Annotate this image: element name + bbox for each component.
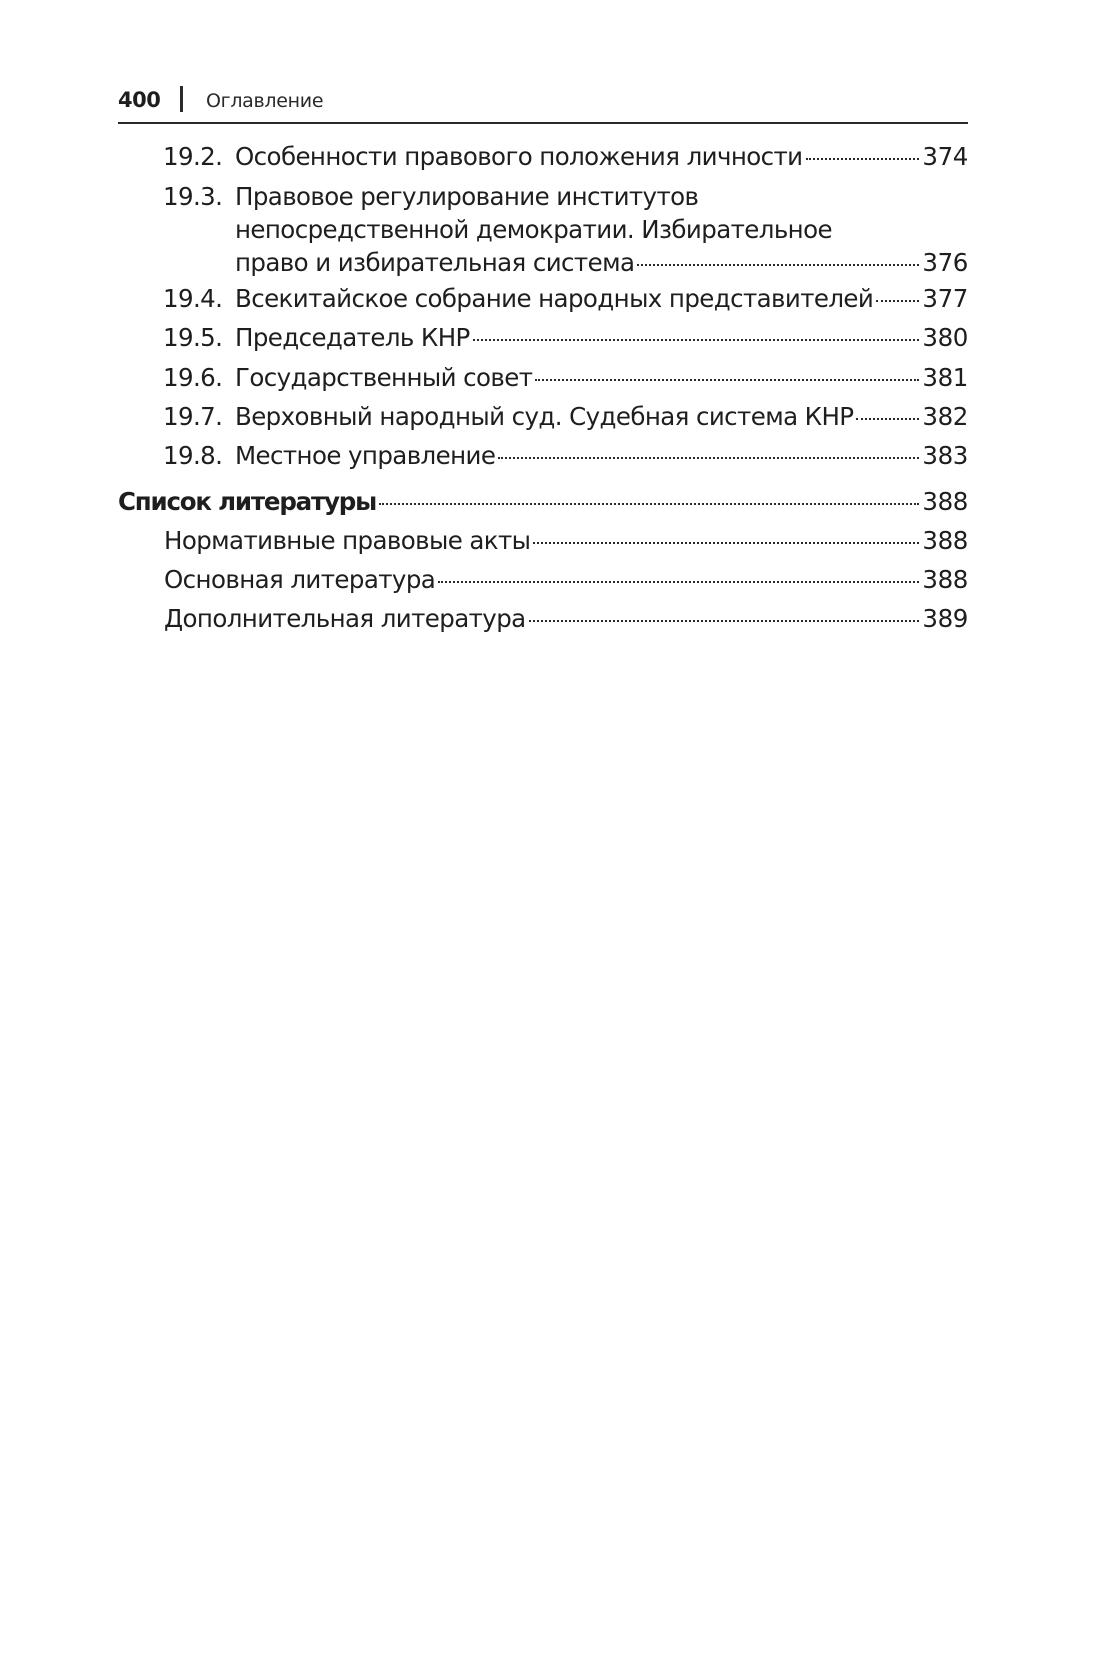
toc-entry-19-8[interactable] (118, 439, 968, 472)
toc-entry-title: Нормативные правовые акты (164, 526, 531, 555)
toc-entry-additional-literature[interactable] (118, 602, 968, 635)
section-title: Оглавление (206, 90, 324, 112)
toc-entry-19-4[interactable] (118, 282, 968, 315)
toc-entry-page: 377 (922, 284, 968, 313)
toc-entry-page: 374 (922, 142, 968, 171)
dot-leader (498, 457, 919, 459)
dot-leader (438, 581, 919, 583)
dot-leader (533, 542, 919, 544)
toc-entry-main-literature[interactable] (118, 563, 968, 596)
dot-leader (379, 503, 919, 505)
toc-entry-number: 19.2. (163, 142, 223, 171)
running-header (118, 86, 968, 124)
toc-entry-title: Список литературы (118, 487, 377, 516)
toc-entry-page: 381 (922, 363, 968, 392)
toc-entry-page: 380 (922, 323, 968, 352)
toc-entry-normative-acts[interactable] (118, 524, 968, 557)
toc-entry-page: 382 (922, 402, 968, 431)
toc-entry-number: 19.8. (163, 441, 223, 470)
toc-entry-title: Председатель КНР (235, 323, 470, 352)
toc-entry-page: 389 (922, 604, 968, 633)
dot-leader (876, 300, 919, 302)
toc-entry-title: Верховный народный суд. Судебная система КНР (235, 402, 854, 431)
dot-leader (856, 418, 919, 420)
toc-entry-title-line-3: право и избирательная система (235, 248, 635, 277)
toc-entry-number: 19.5. (163, 323, 223, 352)
toc-entry-number: 19.3. (163, 182, 223, 211)
toc-entry-19-3[interactable] (118, 180, 968, 279)
toc-entry-19-5[interactable] (118, 321, 968, 354)
toc-entry-page: 388 (922, 526, 968, 555)
toc-entry-title: Государственный совет (235, 363, 533, 392)
dot-leader (806, 158, 920, 160)
page-number: 400 (118, 88, 161, 112)
toc-entry-page: 383 (922, 441, 968, 470)
header-divider (180, 86, 183, 112)
toc-entry-title-line-2: непосредственной демократии. Избирательное (235, 215, 832, 244)
dot-leader (473, 339, 920, 341)
toc-entry-page: 388 (922, 565, 968, 594)
toc-entry-title: Местное управление (235, 441, 496, 470)
dot-leader (535, 379, 919, 381)
toc-entry-title: Дополнительная литература (164, 604, 526, 633)
toc-entry-19-7[interactable] (118, 400, 968, 433)
toc-entry-number: 19.7. (163, 402, 223, 431)
toc-entry-page: 376 (922, 248, 968, 277)
toc-entry-19-6[interactable] (118, 361, 968, 394)
dot-leader (529, 620, 920, 622)
toc-entry-19-2[interactable] (118, 140, 968, 173)
toc-entry-page: 388 (922, 487, 968, 516)
dot-leader (637, 264, 919, 266)
toc-entry-title: Особенности правового положения личности (235, 142, 803, 171)
toc-entry-title: Всекитайское собрание народных представителей (235, 284, 874, 313)
toc-entry-title-line-1: Правовое регулирование институтов (235, 182, 699, 211)
toc-entry-bibliography[interactable] (118, 485, 968, 518)
toc-entry-title: Основная литература (164, 565, 436, 594)
toc-entry-number: 19.6. (163, 363, 223, 392)
toc-entry-number: 19.4. (163, 284, 223, 313)
